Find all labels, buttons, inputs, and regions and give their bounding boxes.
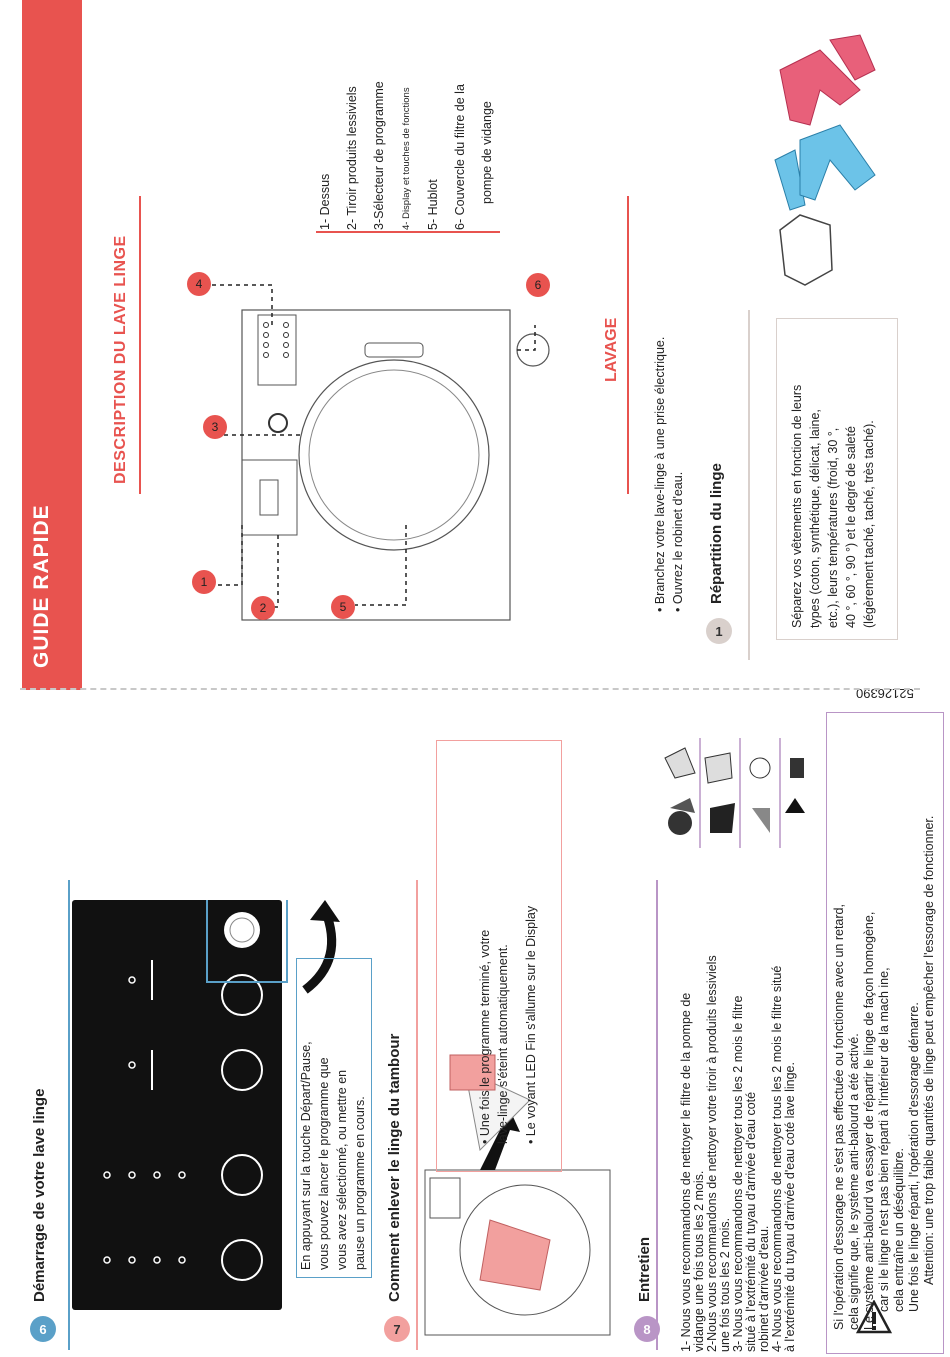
section-8-line-6: situé à l'extrémité du tuyau d'arrivée d'eau coté	[744, 1091, 758, 1352]
section-6-line-1: En appuyant sur la touche Départ/Pause,	[299, 1041, 313, 1270]
lavage-bullet-2: • Ouvrez le robinet d'eau.	[671, 471, 685, 612]
page-title: GUIDE RAPIDE	[30, 504, 53, 668]
section-1-line-4: 40 °, 60 °, 90 °) et le degré de saleté	[844, 426, 858, 628]
description-list	[318, 81, 507, 230]
section-6-box-text	[297, 1041, 369, 1270]
section-7-line-3	[512, 906, 522, 1144]
fold-separator	[20, 688, 920, 690]
description-item-5: 5- Hublot	[426, 179, 440, 230]
washing-machine-drawing	[180, 255, 570, 635]
description-list-underline	[316, 231, 500, 233]
lavage-title: LAVAGE	[603, 317, 620, 382]
section-1-line-3: etc.), leurs températures (froid, 30 °,	[826, 427, 840, 628]
section-1-line-5: (légèrement taché, taché, très taché).	[862, 420, 876, 628]
callout-3: 3	[203, 415, 227, 439]
section-6-rule	[68, 880, 70, 1350]
warning-line-7: Attention: une trop faible quantités de linge peut empêcher l'essorage de fonctionner.	[922, 815, 936, 1285]
description-item-4: 4- Display et touches de fonctions	[401, 87, 412, 230]
description-item-6: 6- Couvercle du filtre de la	[453, 84, 467, 230]
description-title-underline	[139, 196, 141, 494]
section-1-box-text	[788, 385, 878, 628]
section-7-line-1: • Une fois le programme terminé, votre	[478, 929, 492, 1144]
callout-2: 2	[251, 596, 275, 620]
lavage-bullets	[651, 337, 687, 612]
section-1-number: 1	[706, 618, 732, 644]
description-item-2: 2- Tiroir produits lessiviels	[345, 86, 359, 230]
section-6-line-3: vous avez sélectionné, ou mettre en	[335, 1069, 349, 1270]
section-1-title: Répartition du linge	[708, 463, 725, 604]
section-8-line-3: 2-Nous vous recommandons de nettoyer votre tiroir à produits lessiviels	[705, 955, 719, 1352]
section-8-line-7: robinet d'arrivée d'eau.	[757, 1225, 771, 1352]
description-item-1: 1- Dessus	[318, 173, 332, 230]
document-code: 52126390	[856, 686, 914, 701]
section-1-rule	[748, 310, 750, 660]
callout-5: 5	[331, 595, 355, 619]
section-7-number: 7	[384, 1316, 410, 1342]
callout-6: 6	[526, 273, 550, 297]
section-7-rule	[416, 880, 418, 1350]
description-title: DESCRIPTION DU LAVE LINGE	[112, 235, 129, 484]
callout-1: 1	[192, 570, 216, 594]
section-7-line-4: • Le voyant LED Fin s'allume sur le Display	[524, 905, 538, 1144]
section-8-line-9: à l'extrémité du tuyau d'arrivée d'eau coté lave linge.	[783, 1062, 797, 1352]
warning-line-1: Si l'opération d'essorage ne s'est pas effectuée ou fonctionne avec un retard,	[832, 904, 846, 1330]
warning-line-4: car si le linge n'est pas bien réparti à l'intérieur de la mach ine,	[877, 967, 891, 1312]
warning-line-2: cela signifie que, le système anti-balourd a été activé.	[847, 1033, 861, 1330]
section-8-line-1: 1- Nous vous recommandons de nettoyer le filtre de la pompe de	[679, 992, 693, 1352]
lavage-bullet-1: • Branchez votre lave-linge à une prise électrique.	[653, 336, 667, 612]
section-6-line-4: pause un programme en cours.	[353, 1096, 367, 1270]
section-1-line-1: Séparez vos vêtements en fonction de leurs	[790, 384, 804, 628]
maintenance-icons	[660, 738, 825, 848]
control-panel-drawing	[72, 900, 292, 1310]
warning-text	[832, 816, 937, 1330]
section-6-number: 6	[30, 1316, 56, 1342]
warning-line-5: cela entraîne un déséquilibre.	[892, 1147, 906, 1312]
section-8-line-5: 3- Nous vous recommandons de nettoyer tous les 2 mois le filtre	[731, 995, 745, 1352]
section-8-line-2: vidange une fois tous les 2 mois.	[692, 1170, 706, 1352]
clothes-illustration	[760, 30, 885, 300]
section-8-line-4: une fois tous les 2 mois.	[718, 1217, 732, 1352]
section-8-text	[680, 955, 797, 1352]
section-6-line-2: vous pouvez lancer le programme que	[317, 1057, 331, 1270]
section-7-title: Comment enlever le linge du tambour	[386, 1033, 403, 1302]
description-item-6-cont: pompe de vidange	[480, 101, 494, 204]
warning-line-6: Une fois le linge réparti, l'opération d'essorage démarre.	[907, 1002, 921, 1312]
section-8-rule	[656, 880, 658, 1350]
section-7-box-text	[476, 906, 540, 1144]
section-8-title: Entretien	[636, 1236, 653, 1302]
description-item-3: 3-Sélecteur de programme	[372, 81, 386, 230]
warning-line-3: Le système anti-balourd va essayer de répartir le linge de façon homogène,	[862, 911, 876, 1330]
callout-4: 4	[187, 272, 211, 296]
section-8-number: 8	[634, 1316, 660, 1342]
section-1-line-2: types (coton, synthétique, délicat, laine,	[808, 409, 822, 628]
lavage-title-underline	[627, 196, 629, 494]
section-7-line-2: lave-linge s'éteint automatiquement.	[496, 944, 510, 1144]
section-8-line-8: 4- Nous vous recommandons de nettoyer tous les 2 mois le filtre situé	[770, 965, 784, 1352]
section-6-title: Démarrage de votre lave linge	[31, 1088, 48, 1302]
